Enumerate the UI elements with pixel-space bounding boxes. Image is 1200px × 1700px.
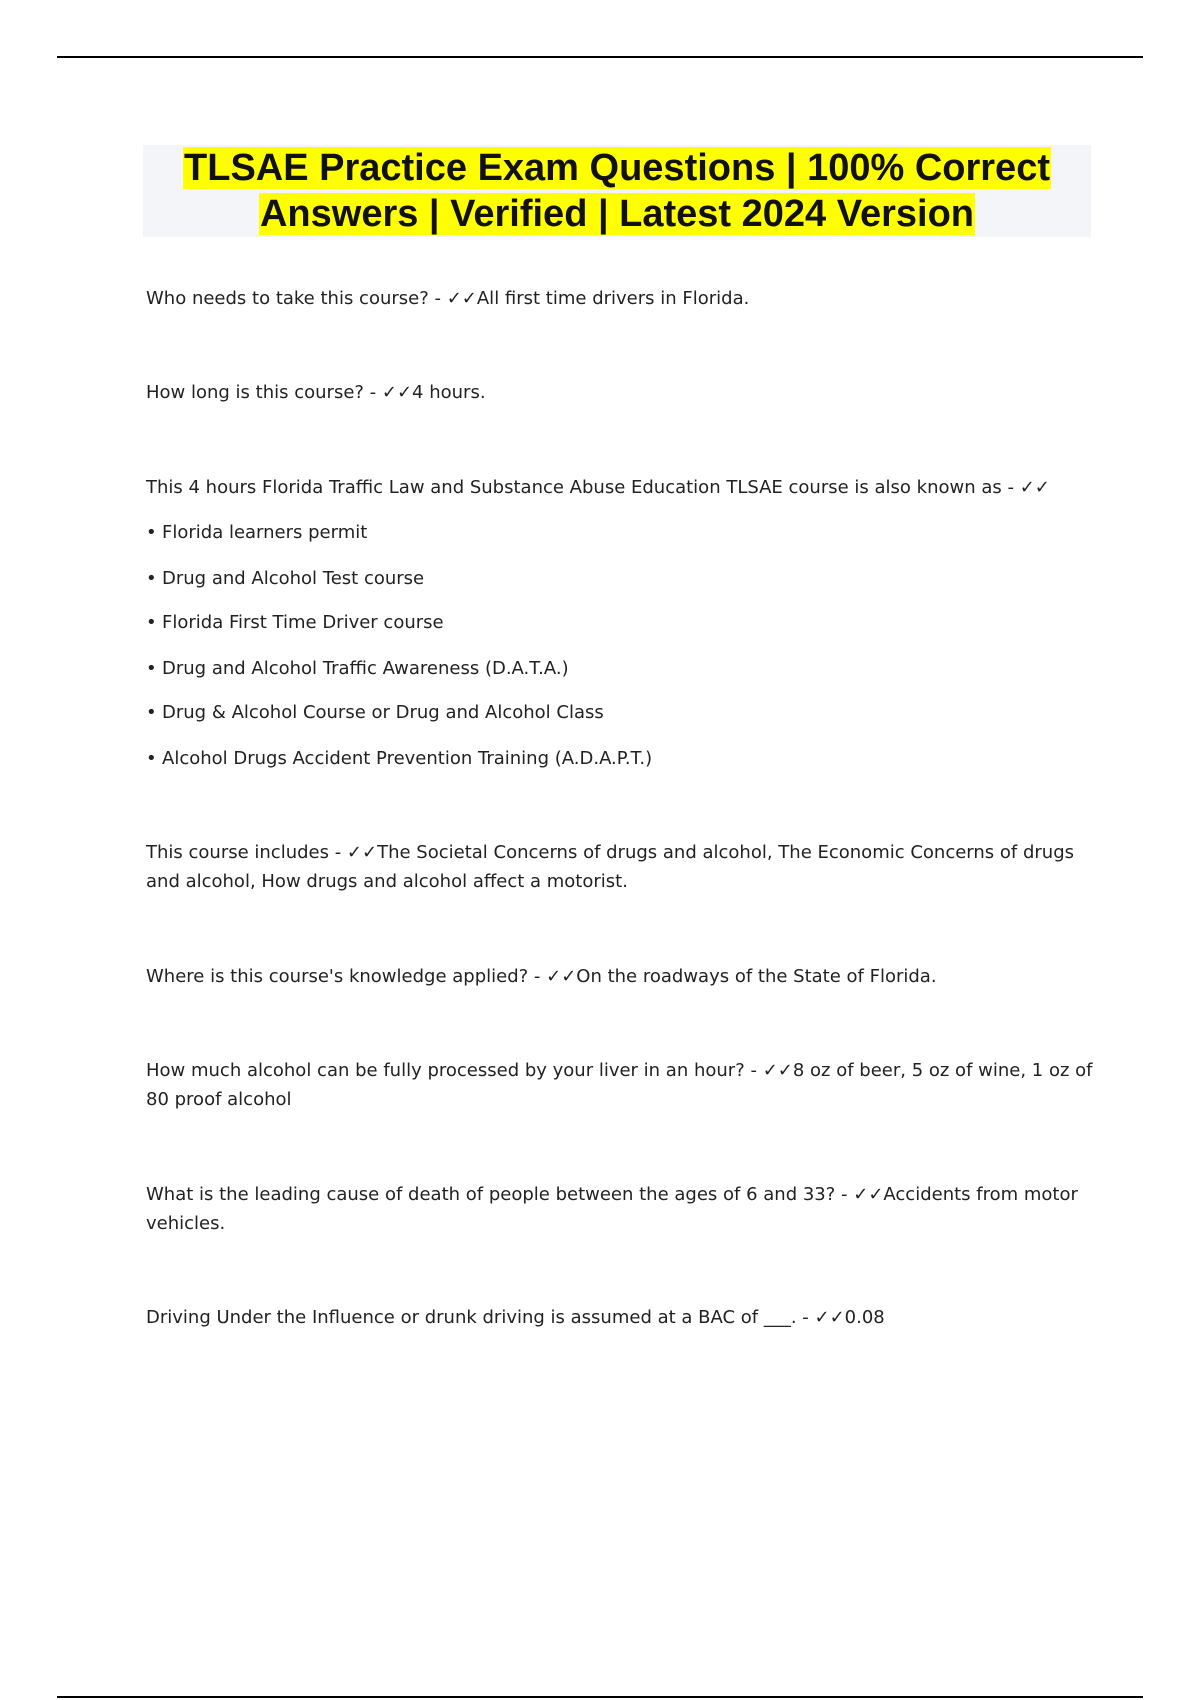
bullet-dot: •	[146, 568, 157, 589]
bullet-dot: •	[146, 522, 157, 543]
bullet-item-4	[146, 656, 569, 682]
bullet-item-5	[146, 700, 604, 726]
bullet-text: Alcohol Drugs Accident Prevention Training (A.D.A.P.T.)	[162, 748, 653, 769]
document-title	[143, 145, 1091, 237]
title-line-1	[143, 145, 1091, 191]
bullet-text: Drug and Alcohol Traffic Awareness (D.A.T.A.)	[162, 658, 569, 679]
bullet-item-6	[146, 746, 652, 772]
qa-item-7: What is the leading cause of death of people between the ages of 6 and 33? - ✓✓Accidents from motor vehicles.	[146, 1184, 1078, 1234]
bullet-dot: •	[146, 748, 157, 769]
title-line-2	[143, 191, 1091, 237]
top-rule	[57, 56, 1143, 58]
bullet-dot: •	[146, 702, 157, 723]
bullet-text: Florida learners permit	[162, 522, 368, 543]
qa-item-6: How much alcohol can be fully processed by your liver in an hour? - ✓✓8 oz of beer, 5 oz of wine, 1 oz of 80 proof alcohol	[146, 1060, 1093, 1110]
title-line-2-text: Answers | Verified | Latest 2024 Version	[259, 193, 975, 235]
qa-item-3: This 4 hours Florida Traffic Law and Substance Abuse Education TLSAE course is also known as - ✓✓	[146, 477, 1050, 498]
bottom-rule	[57, 1696, 1143, 1698]
bullet-text: Drug & Alcohol Course or Drug and Alcohol Class	[162, 702, 604, 723]
qa-item-8: Driving Under the Influence or drunk driving is assumed at a BAC of ___. - ✓✓0.08	[146, 1307, 885, 1328]
qa-item-4: This course includes - ✓✓The Societal Concerns of drugs and alcohol, The Economic Concerns of drugs and alcohol, How drugs and alcohol affect a motorist.	[146, 842, 1075, 892]
bullet-dot: •	[146, 612, 157, 633]
title-line-1-text: TLSAE Practice Exam Questions | 100% Correct	[184, 147, 1050, 189]
bullet-text: Drug and Alcohol Test course	[162, 568, 425, 589]
bullet-item-2	[146, 566, 424, 592]
bullet-item-3	[146, 610, 444, 636]
bullet-item-1	[146, 520, 367, 546]
qa-item-5: Where is this course's knowledge applied? - ✓✓On the roadways of the State of Florida.	[146, 966, 937, 987]
bullet-text: Florida First Time Driver course	[162, 612, 444, 633]
bullet-dot: •	[146, 658, 157, 679]
qa-item-1: Who needs to take this course? - ✓✓All first time drivers in Florida.	[146, 288, 750, 309]
qa-item-2: How long is this course? - ✓✓4 hours.	[146, 382, 486, 403]
